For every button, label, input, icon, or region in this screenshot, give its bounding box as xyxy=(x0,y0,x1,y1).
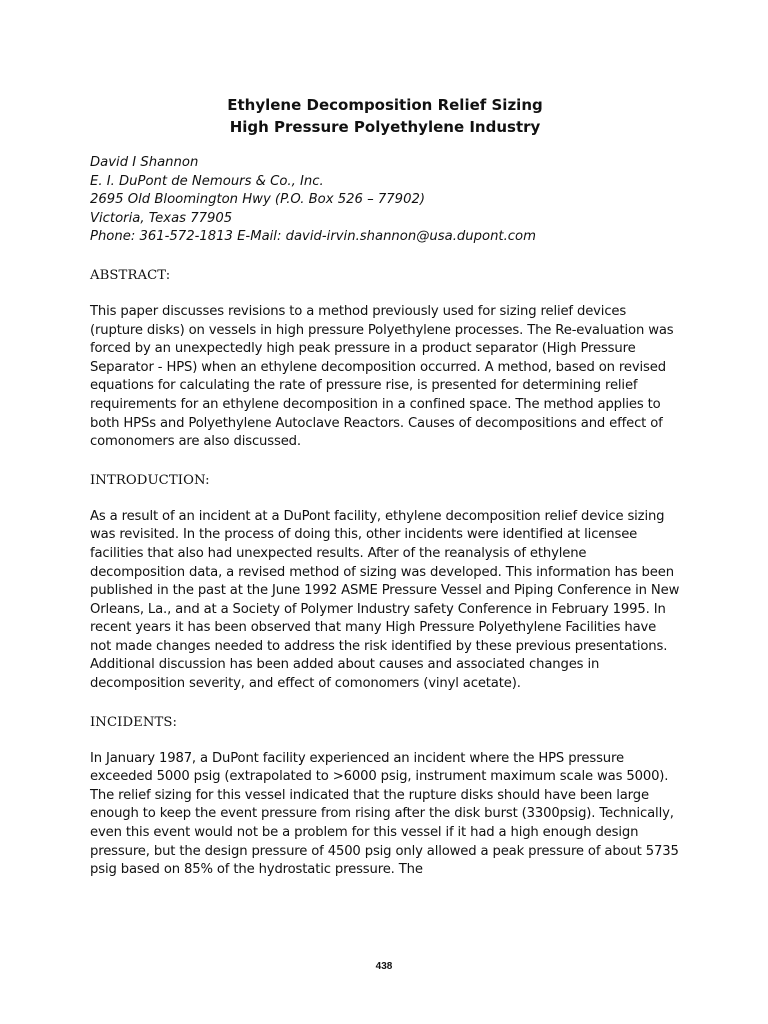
incidents-heading: INCIDENTS: xyxy=(90,714,178,730)
title-line-1: Ethylene Decomposition Relief Sizing xyxy=(227,96,543,114)
introduction-heading: INTRODUCTION: xyxy=(90,472,210,488)
abstract-heading: ABSTRACT: xyxy=(90,267,171,283)
title-line-2: High Pressure Polyethylene Industry xyxy=(229,118,541,136)
author-block xyxy=(90,154,680,247)
author-contact: Phone: 361-572-1813 E-Mail: david-irvin.shannon@usa.dupont.com xyxy=(90,229,536,245)
author-company: E. I. DuPont de Nemours & Co., Inc. xyxy=(90,173,324,189)
author-address: 2695 Old Bloomington Hwy (P.O. Box 526 – 77902) xyxy=(90,192,425,208)
author-city: Victoria, Texas 77905 xyxy=(90,210,233,226)
abstract-paragraph: This paper discusses revisions to a method previously used for sizing relief devices (rupture disks) on vessels in high pressure Polyethylene processes. The Re-evaluation was forced by an unexpectedly high peak pressure in a product separator (High Pressure Separator - HPS) when an ethylene decomposition occurred. A method, based on revised equations for calculating the rate of pressure rise, is presented for determining relief requirements for an ethylene decomposition in a confined space. The method applies to both HPSs and Polyethylene Autoclave Reactors. Causes of decompositions and effect of comonomers are also discussed. xyxy=(90,303,674,450)
document-page xyxy=(90,94,680,880)
introduction-paragraph: As a result of an incident at a DuPont facility, ethylene decomposition relief device sizing was revisited. In the process of doing this, other incidents were identified at licensee facilities that also had unexpected results. After of the reanalysis of ethylene decomposition data, a revised method of sizing was developed. This information has been published in the past at the June 1992 ASME Pressure Vessel and Piping Conference in New Orleans, La., and at a Society of Polymer Industry safety Conference in February 1995. In recent years it has been observed that many High Pressure Polyethylene Facilities have not made changes needed to address the risk identified by these previous presentations. Additional discussion has been added about causes and associated changes in decomposition severity, and effect of comonomers (vinyl acetate). xyxy=(90,508,680,692)
incidents-paragraph: In January 1987, a DuPont facility experienced an incident where the HPS pressure exceeded 5000 psig (extrapolated to >6000 psig, instrument maximum scale was 5000). The relief sizing for this vessel indicated that the rupture disks should have been large enough to keep the event pressure from rising after the disk burst (3300psig). Technically, even this event would not be a problem for this vessel if it had a high enough design pressure, but the design pressure of 4500 psig only allowed a peak pressure of about 5735 psig based on 85% of the hydrostatic pressure. The xyxy=(90,750,679,878)
page-number: 438 xyxy=(375,961,393,972)
paper-title xyxy=(90,94,680,138)
author-name: David I Shannon xyxy=(90,155,199,170)
